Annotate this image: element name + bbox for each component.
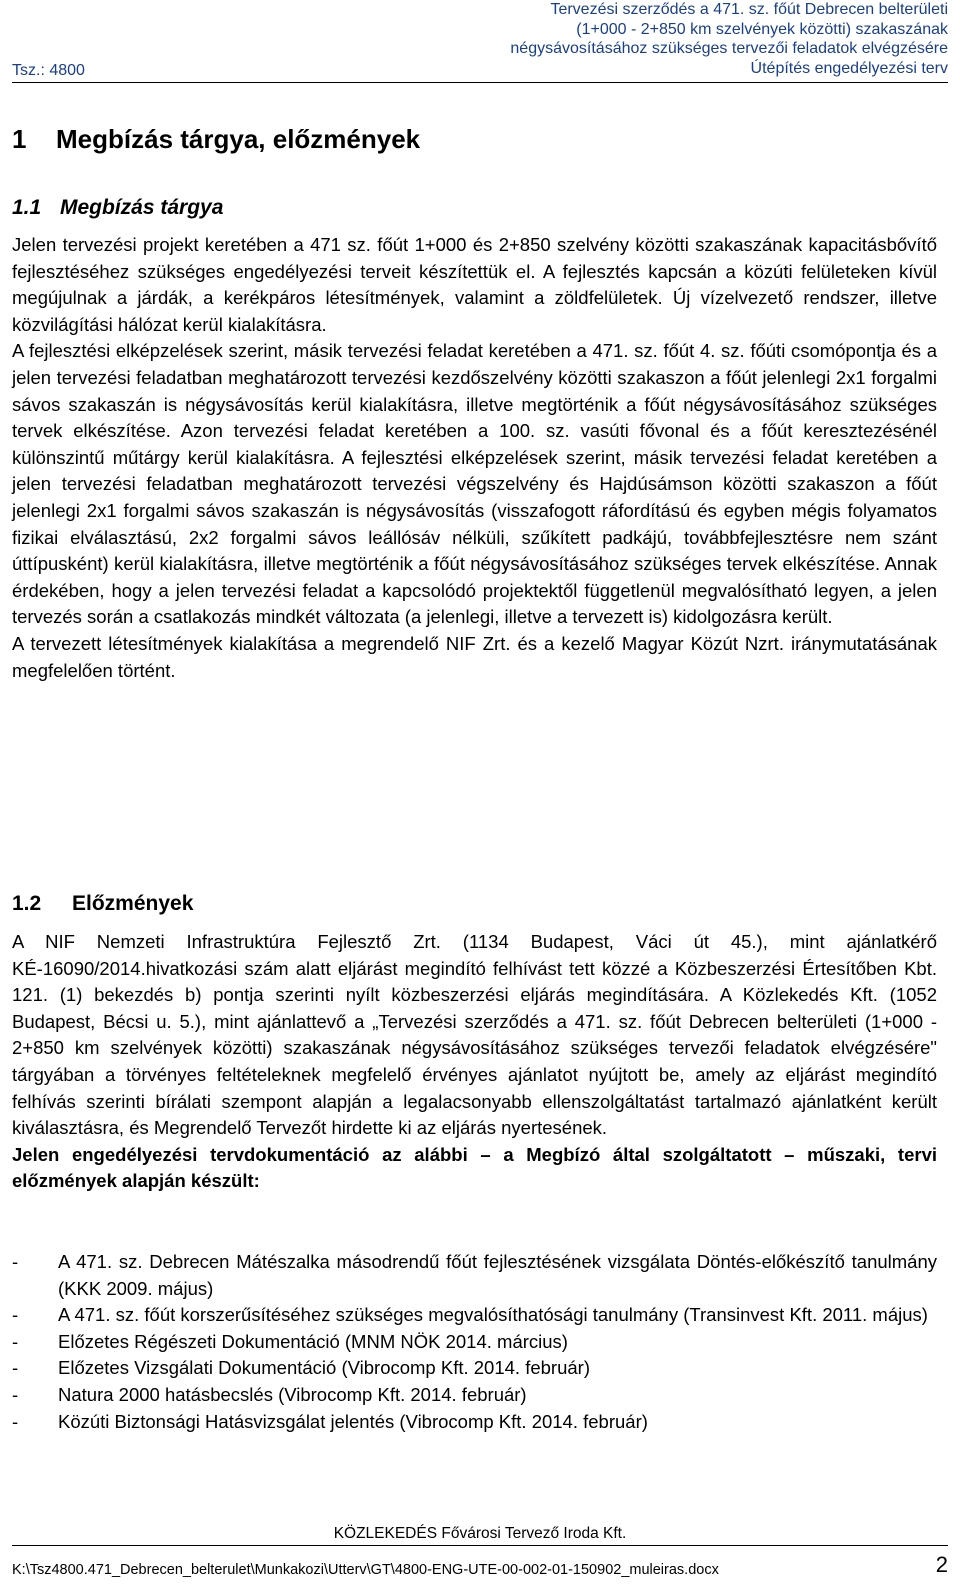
section-number: 1.2 [12,892,42,915]
page-header [12,0,948,83]
section-number: 1.1 [12,196,42,219]
section-heading-1-1 [12,196,223,220]
chapter-heading [12,124,420,155]
footer-company: KÖZLEKEDÉS Fővárosi Tervező Iroda Kft. [333,1525,627,1542]
list-item-text: A 471. sz. főút korszerűsítéséhez szükséges megvalósíthatósági tanulmány (Transinvest Kft. 2011. május) [58,1304,928,1326]
dash-bullet: - [12,1304,19,1326]
footer-file-path: K:\Tsz4800.471_Debrecen_belterulet\Munkakozi\Utterv\GT\4800-ENG-UTE-00-002-01-150902_muleiras.docx [12,1562,719,1578]
list-item-text: Natura 2000 hatásbecslés (Vibrocomp Kft. 2014. február) [58,1383,527,1405]
list-item [12,1302,937,1329]
header-title-line: Útépítés engedélyezési terv [750,59,948,77]
dash-bullet: - [12,1357,19,1379]
dash-bullet: - [12,1383,19,1405]
list-item [12,1409,937,1436]
section-1-2-body [12,929,937,1195]
list-item [12,1249,937,1302]
dash-bullet: - [12,1330,19,1352]
bold-paragraph: Jelen engedélyezési tervdokumentáció az alábbi – a Megbízó által szolgáltatott – műszaki, tervi előzmények alapján készült: [12,1143,937,1192]
section-1-1-body [12,232,937,684]
section-heading-1-2 [12,892,193,916]
reference-list [12,1249,937,1435]
paragraph: A tervezett létesítmények kialakítása a megrendelő NIF Zrt. és a kezelő Magyar Közút Nzrt. iránymutatásának megfelelően történt. [12,632,937,681]
list-item [12,1355,937,1382]
header-title-line: négysávosításához szükséges tervezői feladatok elvégzésére [510,40,948,57]
section-title: Előzmények [72,892,194,915]
paragraph: A NIF Nemzeti Infrastruktúra Fejlesztő Zrt. (1134 Budapest, Váci út 45.), mint ajánlatkérő KÉ-16090/2014.hivatkozási szám alatt eljárást megindító felhívást tett közzé a Közbeszerzési Értesítőben Kbt. 121. (1) bekezdés b) pontja szerinti nyílt közbeszerzési eljárás megindítására. A Közlekedés Kft. (1052 Budapest, Bécsi u. 5.), mint ajánlattevő a „Tervezési szerződés a 471. sz. főút Debrecen belterületi (1+000 - 2+850 km szelvények közötti) szakaszának négysávosításához szükséges tervezői feladatok elvégzésére" tárgyában a törvényes feltételeknek megfelelő érvényes ajánlatot nyújtott be, amely az eljárást megindító felhívás szerinti bírálati szempont alapján a legalacsonyabb ellenszolgáltatást tartalmazó ajánlatként került kiválasztásra, és Megrendelő Tervezőt hirdette ki az eljárás nyertesének. [12,931,937,1139]
document-title-block [510,0,948,78]
header-title-line: Tervezési szerződés a 471. sz. főút Debrecen belterületi [550,1,948,18]
header-title-line: (1+000 - 2+850 km szelvények közötti) szakaszának [576,20,948,38]
list-item [12,1382,937,1409]
chapter-number: 1 [12,124,27,154]
list-item-text: A 471. sz. Debrecen Mátészalka másodrendű főút fejlesztésének vizsgálata Döntés-előkészítő tanulmány (KKK 2009. május) [58,1251,937,1299]
paragraph: A fejlesztési elképzelések szerint, másik tervezési feladat keretében a 471. sz. főút 4. sz. főúti csomópontja és a jelen tervezési feladatban meghatározott tervezési kezdőszelvény közötti szakaszon a főút jelenlegi 2x1 forgalmi sávos szakaszán is négysávosítás kerül kialakításra, illetve megtörténik a főút négysávosításához szükséges tervek elkészítése. Azon tervezési feladat keretében a 100. sz. vasúti fővonal és a főút keresztezésénél különszintű műtárgy kerül kialakításra. A fejlesztési elképzelések szerint, másik tervezési feladat keretében a jelen tervezési feladatban meghatározott tervezési végszelvény és Hajdúsámson közötti szakaszon a főút jelenlegi 2x1 forgalmi sávos szakaszán is négysávosítás (visszafogott ráfordítású és egyben mégis folyamatos fizikai elválasztású, 2x2 forgalmi sávos leállósáv nélküli, szűkített padkájú, továbbfejlesztésre nem szánt úttípusként) kerül kialakításra, illetve megtörténik a főút négysávosításához szükséges tervek elkészítése. Annak érdekében, hogy a jelen tervezési feladat a kapcsolódó projektektől függetlenül megvalósítható legyen, a jelen tervezés során a csatlakozás mindkét változata (a jelenlegi, illetve a tervezett is) kidolgozásra került. [12,340,937,628]
dash-bullet: - [12,1410,19,1432]
chapter-title: Megbízás tárgya, előzmények [56,124,421,154]
list-item [12,1329,937,1356]
page-number: 2 [935,1552,948,1577]
section-title: Megbízás tárgya [60,196,224,219]
list-item-text: Előzetes Régészeti Dokumentáció (MNM NÖK 2014. március) [58,1330,568,1352]
list-item-text: Közúti Biztonsági Hatásvizsgálat jelentés (Vibrocomp Kft. 2014. február) [58,1410,648,1432]
paragraph: Jelen tervezési projekt keretében a 471 sz. főút 1+000 és 2+850 szelvény közötti szakaszának kapacitásbővítő fejlesztéséhez szükséges engedélyezési terveit készítettük el. A fejlesztés kapcsán a közúti felületeken kívül megújulnak a járdák, a kerékpáros létesítmények, valamint a zöldfelületek. Új vízelvezető rendszer, illetve közvilágítási hálózat kerül kialakításra. [12,234,937,335]
list-item-text: Előzetes Vizsgálati Dokumentáció (Vibrocomp Kft. 2014. február) [58,1357,590,1379]
project-number: Tsz.: 4800 [12,62,85,79]
footer-divider [12,1545,948,1546]
dash-bullet: - [12,1251,19,1272]
